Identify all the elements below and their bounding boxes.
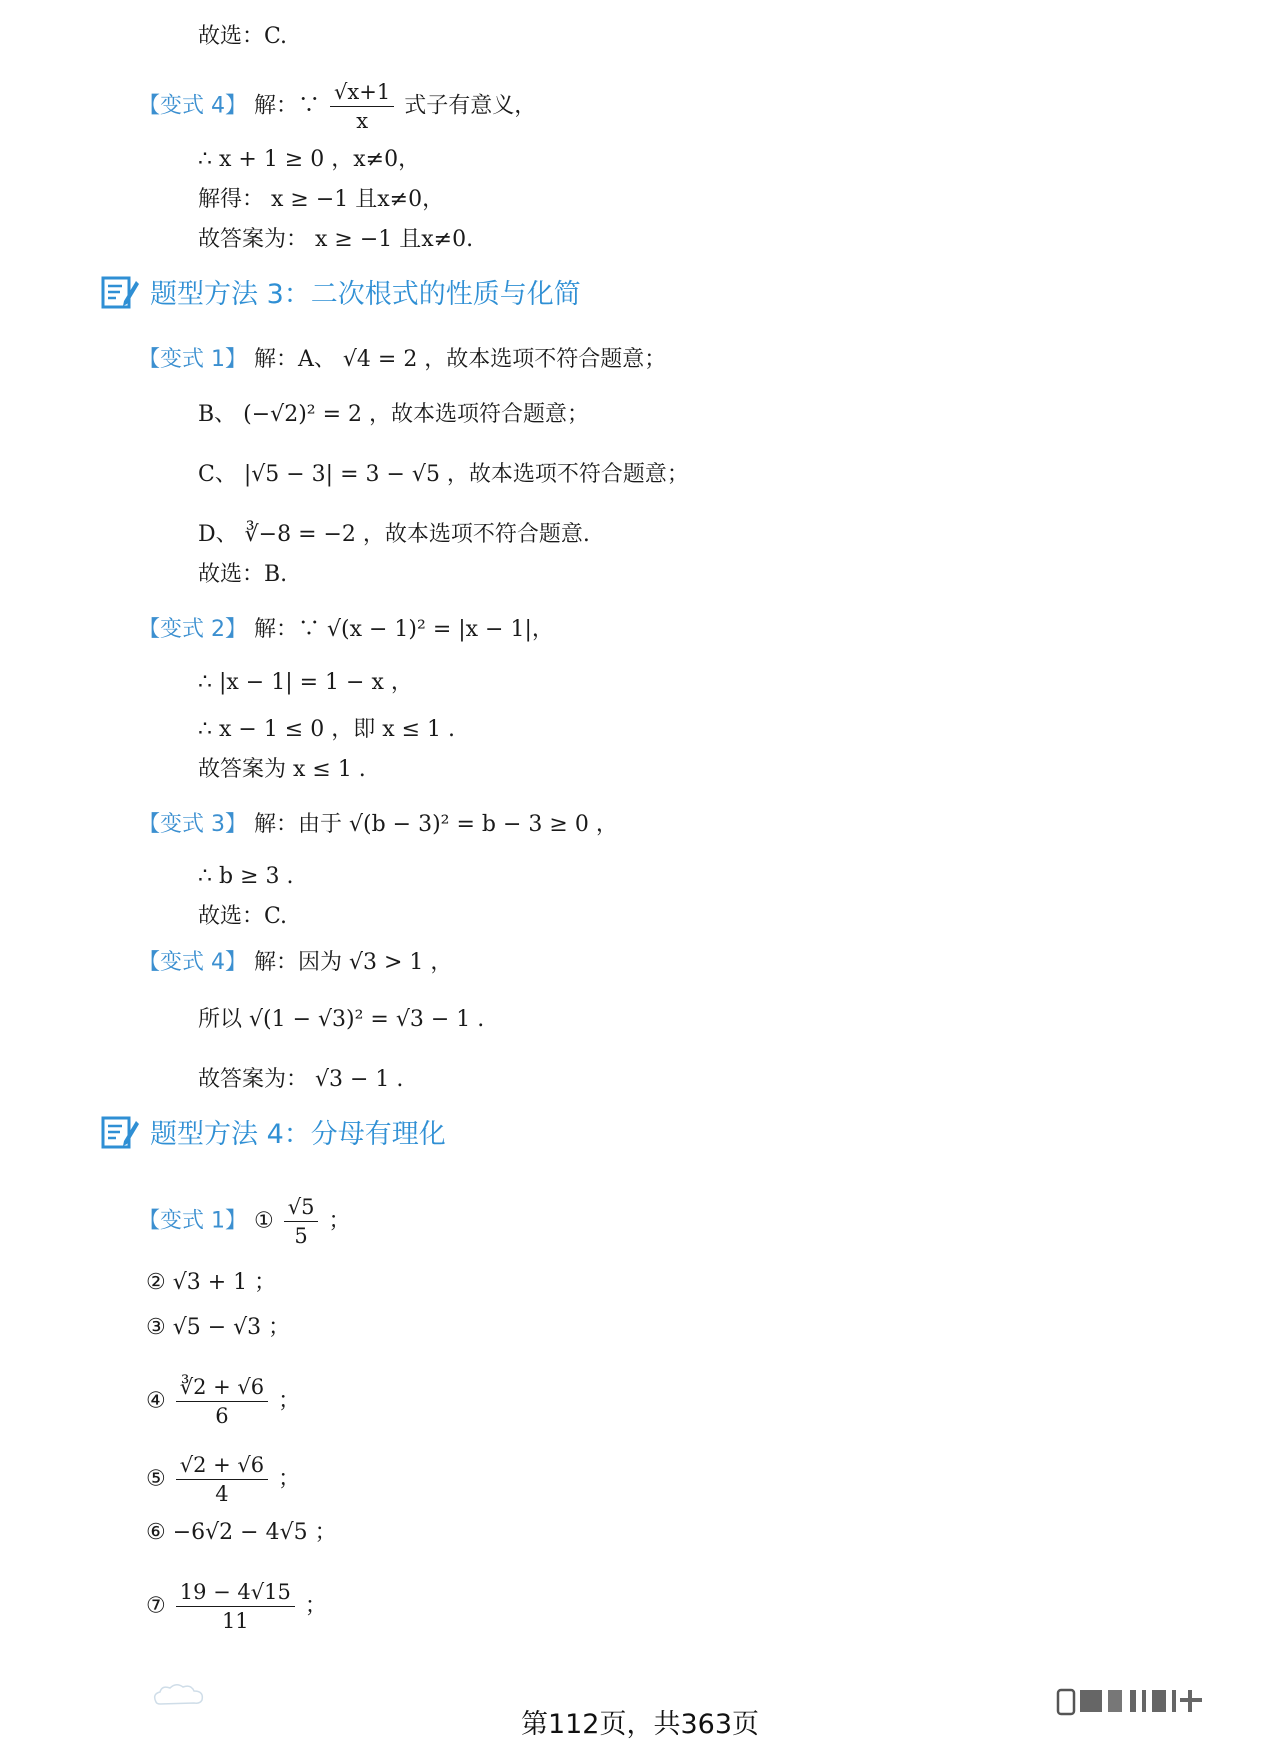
section-header [100, 272, 581, 311]
text: ； [328, 1208, 351, 1234]
fraction [176, 1453, 268, 1506]
section-header [100, 1112, 446, 1151]
variant-label: 【变式 3】 [138, 812, 247, 837]
text: 解：∵ √(x − 1)² = |x − 1|， [254, 617, 554, 642]
variant-label: 【变式 4】 [138, 950, 247, 975]
section-title: 题型方法 3：二次根式的性质与化简 [150, 279, 581, 310]
notebook-pencil-icon [100, 273, 140, 311]
answer-line: 故选：B. [198, 562, 288, 587]
math-line: 故答案为： x ≥ −1 且x≠0. [198, 227, 474, 252]
math-line: ∴ |x − 1| = 1 − x ， [198, 670, 413, 695]
fraction-numerator: √5 [284, 1195, 319, 1222]
math-line: D、 ∛−8 = −2 ，故本选项不符合题意. [198, 522, 590, 547]
math-line: B、 (−√2)² = 2 ，故本选项符合题意； [198, 402, 590, 427]
item-marker: ① [254, 1208, 274, 1234]
math-line: 解得： x ≥ −1 且x≠0， [198, 187, 445, 212]
variant-4-line [138, 948, 452, 978]
list-item: ⑥ −6√2 − 4√5 ； [146, 1520, 337, 1545]
variant-2-line [138, 615, 554, 645]
list-item [146, 1375, 300, 1428]
math-line: 所以 √(1 − √3)² = √3 − 1 . [198, 1007, 485, 1032]
watermark-barcode [1050, 1688, 1250, 1718]
math-line: ∴ b ≥ 3 . [198, 864, 294, 889]
math-line: ∴ x − 1 ≤ 0 ，即 x ≤ 1 . [198, 717, 456, 742]
page-indicator: 第112页，共363页 [520, 1709, 760, 1740]
fraction [176, 1375, 268, 1428]
variant-1-line [138, 345, 666, 375]
text: 式子有意义， [404, 93, 537, 119]
text: 解：由于 √(b − 3)² = b − 3 ≥ 0 ， [254, 812, 618, 837]
text: ； [278, 1466, 301, 1492]
answer-line: 故答案为 x ≤ 1 . [198, 757, 366, 782]
list-item: ③ √5 − √3 ； [146, 1315, 291, 1340]
list-item [146, 1453, 300, 1506]
section-title: 题型方法 4：分母有理化 [150, 1119, 446, 1150]
variant-label: 【变式 1】 [138, 1208, 247, 1234]
fraction-numerator: √x+1 [330, 80, 394, 107]
text: 解：∵ [254, 93, 321, 119]
text: 解：A、 √4 = 2 ，故本选项不符合题意； [254, 347, 667, 372]
text: 解：因为 √3 > 1 ， [254, 950, 453, 975]
fraction-numerator: ∛2 + √6 [176, 1375, 268, 1402]
fraction-numerator: 19 − 4√15 [176, 1580, 295, 1607]
variant-label: 【变式 2】 [138, 617, 247, 642]
variant-1-line [138, 1195, 351, 1248]
math-line: ∴ x + 1 ≥ 0 ，x≠0， [198, 147, 421, 172]
list-item [146, 1580, 327, 1633]
answer-line: 故选：C. [198, 24, 288, 49]
variant-4-first-line [138, 80, 536, 133]
item-marker: ⑤ [146, 1466, 166, 1492]
variant-label: 【变式 4】 [138, 93, 247, 119]
notebook-pencil-icon [100, 1113, 140, 1151]
list-item: ② √3 + 1 ； [146, 1270, 277, 1295]
text: ； [278, 1388, 301, 1414]
fraction-denominator: 4 [215, 1482, 229, 1506]
fraction [284, 1195, 319, 1248]
answer-line: 故选：C. [198, 904, 288, 929]
fraction [330, 80, 394, 133]
text: ； [304, 1593, 327, 1619]
answer-line: 故答案为： √3 − 1 . [198, 1067, 404, 1092]
fraction [176, 1580, 295, 1633]
item-marker: ④ [146, 1388, 166, 1414]
fraction-denominator: 11 [221, 1609, 249, 1633]
variant-3-line [138, 810, 618, 840]
fraction-denominator: 5 [294, 1224, 308, 1248]
item-marker: ⑦ [146, 1593, 166, 1619]
math-line: C、 |√5 − 3| = 3 − √5 ，故本选项不符合题意； [198, 462, 689, 487]
fraction-denominator: x [356, 109, 369, 133]
variant-label: 【变式 1】 [138, 347, 247, 372]
fraction-numerator: √2 + √6 [176, 1453, 268, 1480]
fraction-denominator: 6 [215, 1404, 229, 1428]
